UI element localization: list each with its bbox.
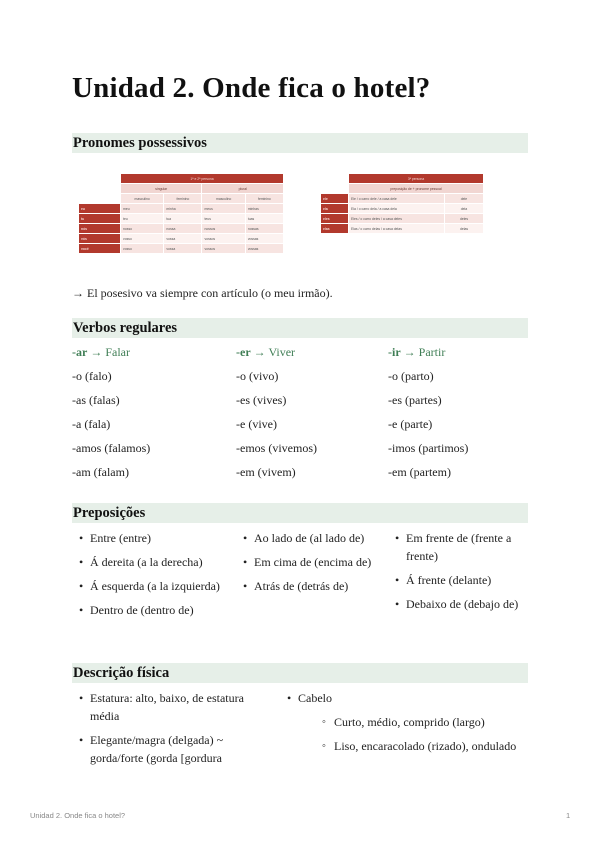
section-title: Verbos regulares [73,320,178,336]
person-cell: ele [321,194,349,204]
section-header-prepositions [72,503,528,523]
page-number: 1 [566,811,571,820]
section-title: Preposições [73,505,146,521]
verb-form: -em (vivem) [236,465,296,479]
table-cell: minha [164,204,202,214]
possessive-note: → El posesivo va siempre con artículo (o meu irmão). [72,286,333,300]
person-cell: vós [79,234,121,244]
verb-form: -o (falo) [72,369,112,383]
possessive-table-third [320,173,484,234]
table-cell: vossa [164,244,202,254]
person-cell: elas [321,224,349,234]
table-cell: teus [202,214,245,224]
list-item: • Estatura: alto, baixo, de estatura média [72,689,262,725]
verb-heading [72,345,222,369]
description-column-2 [280,689,528,761]
verb-infinitive: → Partir [400,345,446,359]
verb-ending: -ar [72,345,88,359]
section-header-regular-verbs [72,318,528,338]
section-title: Descrição física [73,665,170,681]
table-cell: tua [164,214,202,224]
person-cell: ela [321,204,349,214]
person-cell: eles [321,214,349,224]
table-cell: vossa [164,234,202,244]
number-header-plural: plural [202,184,284,194]
table-caption: 3ª persona [349,174,484,184]
table-cell: nosso [121,224,164,234]
hair-label: Cabelo [298,691,332,705]
footer-title: Unidad 2. Onde fica o hotel? [30,811,126,820]
table-cell: deles [445,214,484,224]
table-cell: Elas / o carro delas / a casa delas [349,224,445,234]
verb-heading [388,345,528,369]
table-cell: Eles / o carro deles / a casa deles [349,214,445,224]
table-cell: teu [121,214,164,224]
verb-infinitive: → Falar [87,345,130,359]
verb-form: -a (fala) [72,417,111,431]
list-item: ◦ Curto, médio, comprido (largo) [298,713,528,731]
table-cell: vosso [121,244,164,254]
table-cell: vossas [245,234,283,244]
possessive-table-first-second [78,173,284,254]
list-item: • Elegante/magra (delgada) ~ gorda/forte (gorda [gordura [72,731,262,767]
table-cell: minhas [245,204,283,214]
verb-infinitive: → Viver [250,345,296,359]
list-item [280,689,528,755]
number-header-singular: singular [121,184,202,194]
section-header-physical-description [72,663,528,683]
table-cell: tuas [245,214,283,224]
verb-form: -e (vive) [236,417,277,431]
prepositions-column-3 [388,529,528,619]
verb-ending: -ir [388,345,401,359]
description-column-1 [72,689,262,773]
verb-form: -emos (vivemos) [236,441,317,455]
person-cell: nós [79,224,121,234]
list-item: • Á frente (delante) [388,571,528,589]
list-item: • Dentro de (dentro de) [72,601,222,619]
list-item: • Atrás de (detrás de) [236,577,374,595]
verb-form: -e (parte) [388,417,433,431]
person-cell: você [79,244,121,254]
verb-column-ir [388,345,528,489]
list-item: • Á esquerda (a la izquierda) [72,577,222,595]
list-item: • Em cima de (encima de) [236,553,374,571]
table-cell: meu [121,204,164,214]
table-cell: vossas [245,244,283,254]
gender-header: masculino [202,194,245,204]
verb-ending: -er [236,345,251,359]
verb-form: -es (partes) [388,393,442,407]
table-cell: Ele / o carro dele / a casa dele [349,194,445,204]
verb-form: -am (falam) [72,465,129,479]
list-item: • Á dereita (a la derecha) [72,553,222,571]
gender-header: feminino [164,194,202,204]
verb-form: -es (vives) [236,393,287,407]
verb-column-ar [72,345,222,489]
person-cell: eu [79,204,121,214]
section-header-possessives [72,133,528,153]
list-item: • Debaixo de (debajo de) [388,595,528,613]
verb-form: -imos (partimos) [388,441,469,455]
section-title: Pronomes possessivos [73,135,207,151]
table-cell: nossos [202,224,245,234]
prepositions-column-2 [236,529,374,601]
list-item: ◦ Liso, encaracolado (rizado), ondulado [298,737,528,755]
table-cell: nossa [164,224,202,234]
verb-form: -as (falas) [72,393,120,407]
person-cell: tu [79,214,121,224]
verb-heading [236,345,386,369]
page-title: Unidad 2. Onde fica o hotel? [72,72,431,104]
table-subcaption: preposição de + pronome pessoal [349,184,484,194]
list-item: • Em frente de (frente a frente) [388,529,528,565]
gender-header: masculino [121,194,164,204]
table-cell: delas [445,224,484,234]
table-cell: vosso [121,234,164,244]
table-cell: vossos [202,234,245,244]
verb-column-er [236,345,386,489]
table-cell: nossas [245,224,283,234]
verb-form: -o (vivo) [236,369,279,383]
table-caption: 1ª e 2ª persona [121,174,284,184]
table-cell: Ela / o carro dela / a casa dela [349,204,445,214]
list-item: • Entre (entre) [72,529,222,547]
list-item: • Ao lado de (al lado de) [236,529,374,547]
verb-form: -o (parto) [388,369,434,383]
hair-sublist [298,713,528,755]
table-cell: dela [445,204,484,214]
verb-form: -amos (falamos) [72,441,151,455]
prepositions-column-1 [72,529,222,625]
verb-form: -em (partem) [388,465,451,479]
table-cell: dele [445,194,484,204]
table-cell: meus [202,204,245,214]
table-cell: vossos [202,244,245,254]
gender-header: feminino [245,194,283,204]
